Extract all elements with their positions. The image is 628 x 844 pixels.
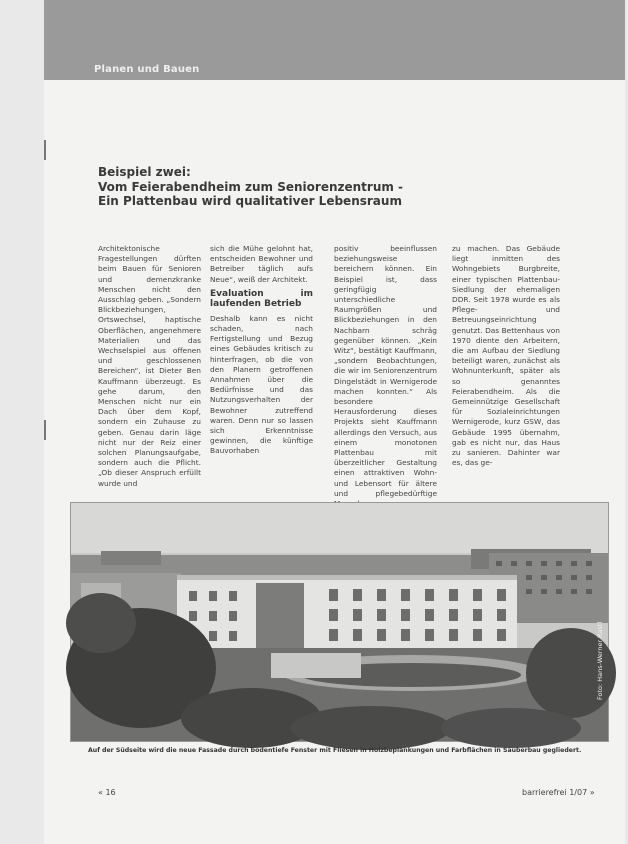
text-column-1 <box>98 244 201 494</box>
journal-issue: barrierefrei 1/07 » <box>522 788 595 797</box>
fold-mark <box>44 140 46 160</box>
body-paragraph: zu machen. Das Gebäude liegt inmitten des Wohngebiets Burgbreite, einer typischen Plattenbau-Siedlung der ehemaligen DDR. Seit 1978 wurde es als Pflege- und Betreuungseinrichtung genutzt. Das Bettenhaus von 1970 diente den Arbeitern, die am Aufbau der Siedlung beteiligt waren, zunächst als Wohnunterkunft, später als so genanntes Feierabendheim. Als die Gemeinnützige Gesellschaft für Sozialeinrichtungen Wernigerode, kurz GSW, das Gebäude 1995 übernahm, gab es nicht nur, das Haus zu sanieren. Dahinter war es, das ge- <box>452 244 560 468</box>
subheading: Evaluation im laufenden Betrieb <box>210 288 313 310</box>
body-paragraph: sich die Mühe gelohnt hat, entscheiden Bewohner und Betreiber täglich aufs Neue“, weiß der Architekt. <box>210 244 313 284</box>
title-line: Ein Plattenbau wird qualitativer Lebensraum <box>98 194 402 208</box>
fold-mark <box>44 420 46 440</box>
text-column-4 <box>452 244 560 494</box>
title-line: Beispiel zwei: <box>98 165 191 179</box>
photo-caption: Auf der Südseite wird die neue Fassade durch bodentiefe Fenster mit Fliesen in Holzbeplankungen und Farbflächen in Sauberbau gegliedert. <box>88 747 582 754</box>
building-photo <box>70 502 609 742</box>
section-label: Planen und Bauen <box>94 64 200 75</box>
body-paragraph: Deshalb kann es nicht schaden, nach Fertigstellung und Bezug eines Gebäudes kritisch zu hinterfragen, ob die von den Planern getroffenen Annahmen über die Bedürfnisse und das Nutzungsverhalten der Bewohner zutreffend waren. Denn nur so lassen sich Erkenntnisse gewinnen, die künftige Bauvorhaben <box>210 313 313 456</box>
article-title <box>98 165 518 209</box>
text-column-2 <box>210 244 313 494</box>
header-band <box>44 0 625 80</box>
title-line: Vom Feierabendheim zum Seniorenzentrum - <box>98 179 404 194</box>
magazine-page <box>44 0 625 844</box>
page-number: « 16 <box>98 788 116 797</box>
body-paragraph: positiv beeinflussen beziehungsweise bereichern können. Ein Beispiel ist, dass geringfügig unterschiedliche Raumgrößen und Blickbeziehungen in den Nachbarn schräg gegenüber können. „Kein Witz“, bestätigt Kauffmann, „sondern Beobachtungen, die wir im Seniorenzentrum Dingelstädt in Wernigerode machen konnten.“ Als besondere Herausforderung dieses Projekts sieht Kauffmann allerdings den Versuch, aus einem monotonen Plattenbau mit überzeitlicher Gestaltung einen attraktiven Wohn- und Lebensort für ältere und pflegebedürftige <box>334 244 437 498</box>
photo-credit: Foto: Hans-Werner Rastl <box>596 621 604 700</box>
body-paragraph: Architektonische Fragestellungen dürften beim Bauen für Senioren und demenzkranke Menschen nicht den Ausschlag geben. „Sondern Blickbeziehungen, Ortswechsel, haptische Oberflächen, angenehmere Materialien und das Wechselspiel aus offenen und geschlossenen Bereichen“, ist Dieter Ben Kauffmann überzeugt. Es gehe darum, den Menschen nicht nur ein Dach über dem Kopf, sondern ein Zuhause zu geben. Genau darin läge nicht nur der Reiz einer solchen Planungsaufgabe, sondern auch die Pflicht. „Ob dieser Anspruch erfüllt wurde und <box>98 244 201 488</box>
text-column-3 <box>334 244 437 498</box>
